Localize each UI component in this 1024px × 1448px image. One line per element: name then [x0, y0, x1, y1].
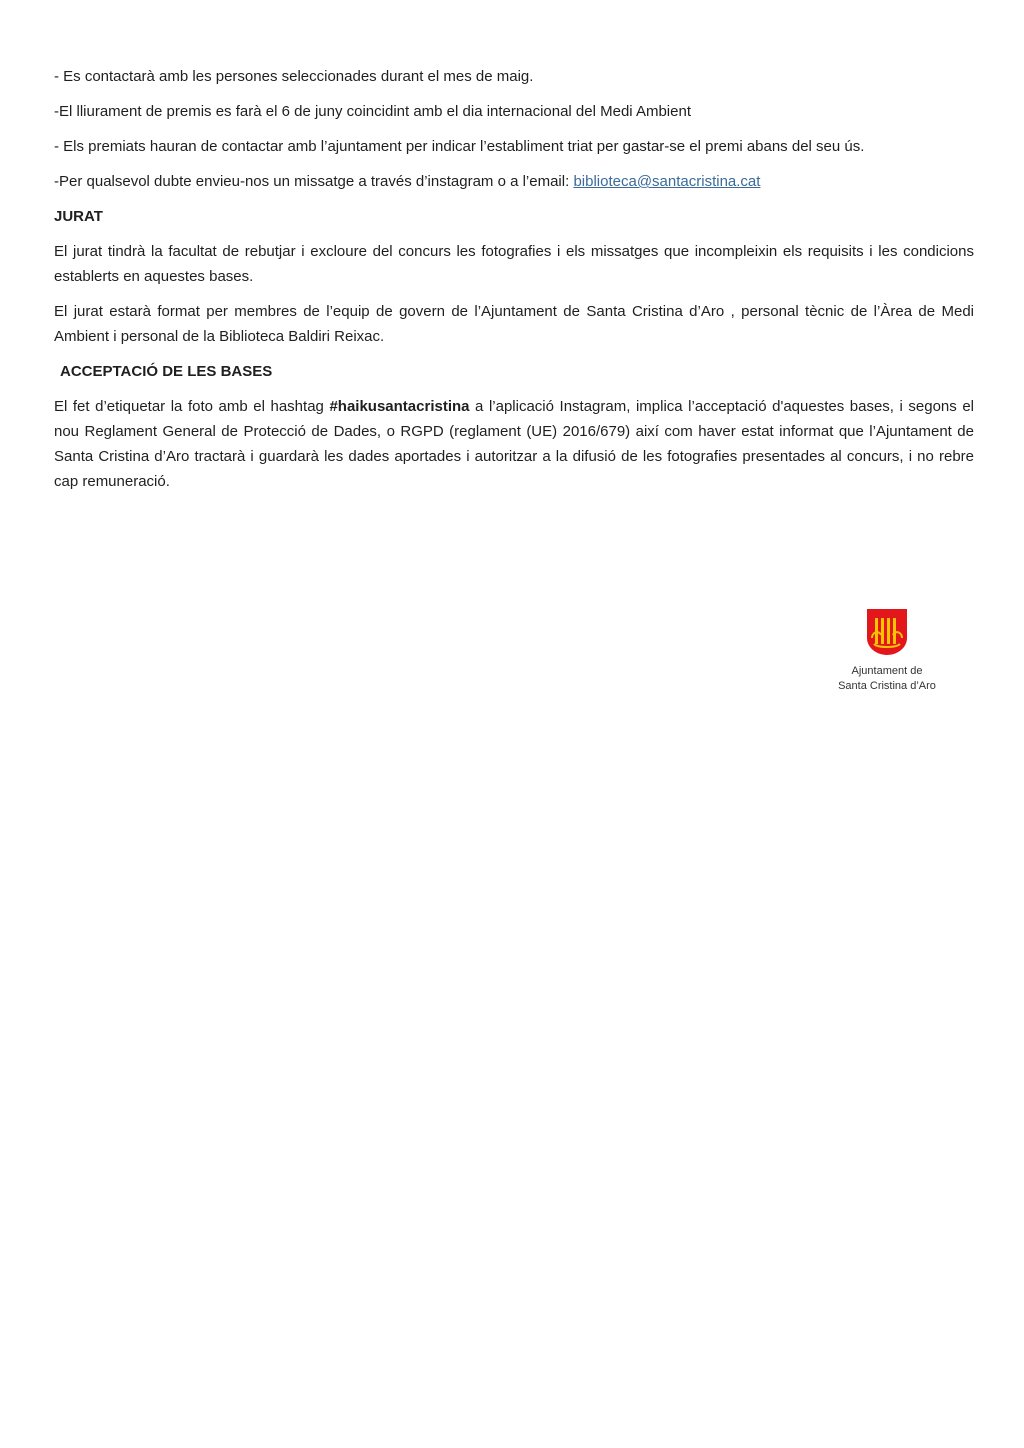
acceptacio-paragraph	[54, 394, 974, 494]
rule-line-contact-selected: - Es contactarà amb les persones seleccionades durant el mes de maig.	[54, 68, 534, 85]
coat-of-arms-icon	[866, 608, 908, 656]
jurat-paragraph-1: El jurat tindrà la facultat de rebutjar i excloure del concurs les fotografies i els missatges que incompleixin els requisits i les condicions establerts en aquestes bases.	[54, 243, 974, 285]
ajuntament-logo	[822, 608, 952, 694]
questions-text: -Per qualsevol dubte envieu-nos un missatge a través d’instagram o a l’email:	[54, 173, 574, 190]
logo-line-1: Ajuntament de	[851, 665, 923, 677]
logo-line-2: Santa Cristina d’Aro	[838, 680, 936, 692]
rule-line-prize-delivery: -El lliurament de premis es farà el 6 de juny coincidint amb el dia internacional del Medi Ambient	[54, 103, 691, 120]
acceptacio-text-start: El fet d’etiquetar la foto amb el hashtag	[54, 398, 330, 415]
acceptacio-text-end: a l’aplicació Instagram, implica l’acceptació d'aquestes bases, i segons el nou Reglament General de Protecció de Dades, o RGPD (reglament (UE) 2016/679) així com haver estat informat que l’Ajuntament de Santa Cristina d’Aro tractarà i guardarà les dades aportades i autoritzar a la difusió de les fotografies presentades al concurs, i no rebre cap remuneració.	[54, 398, 974, 490]
jurat-heading: JURAT	[54, 208, 103, 225]
hashtag: #haikusantacristina	[329, 398, 470, 415]
document-page	[54, 64, 974, 504]
email-link[interactable]: biblioteca@santacristina.cat	[573, 173, 761, 190]
rule-line-questions	[54, 169, 974, 194]
logo-caption	[822, 664, 952, 694]
jurat-paragraph-2: El jurat estarà format per membres de l’equip de govern de l’Ajuntament de Santa Cristina d’Aro , personal tècnic de l’Àrea de Medi Ambient i personal de la Biblioteca Baldiri Reixac.	[54, 303, 974, 345]
rule-line-winners-contact: - Els premiats hauran de contactar amb l’ajuntament per indicar l’establiment triat per gastar-se el premi abans del seu ús.	[54, 138, 865, 155]
acceptacio-heading: ACCEPTACIÓ DE LES BASES	[60, 363, 273, 380]
